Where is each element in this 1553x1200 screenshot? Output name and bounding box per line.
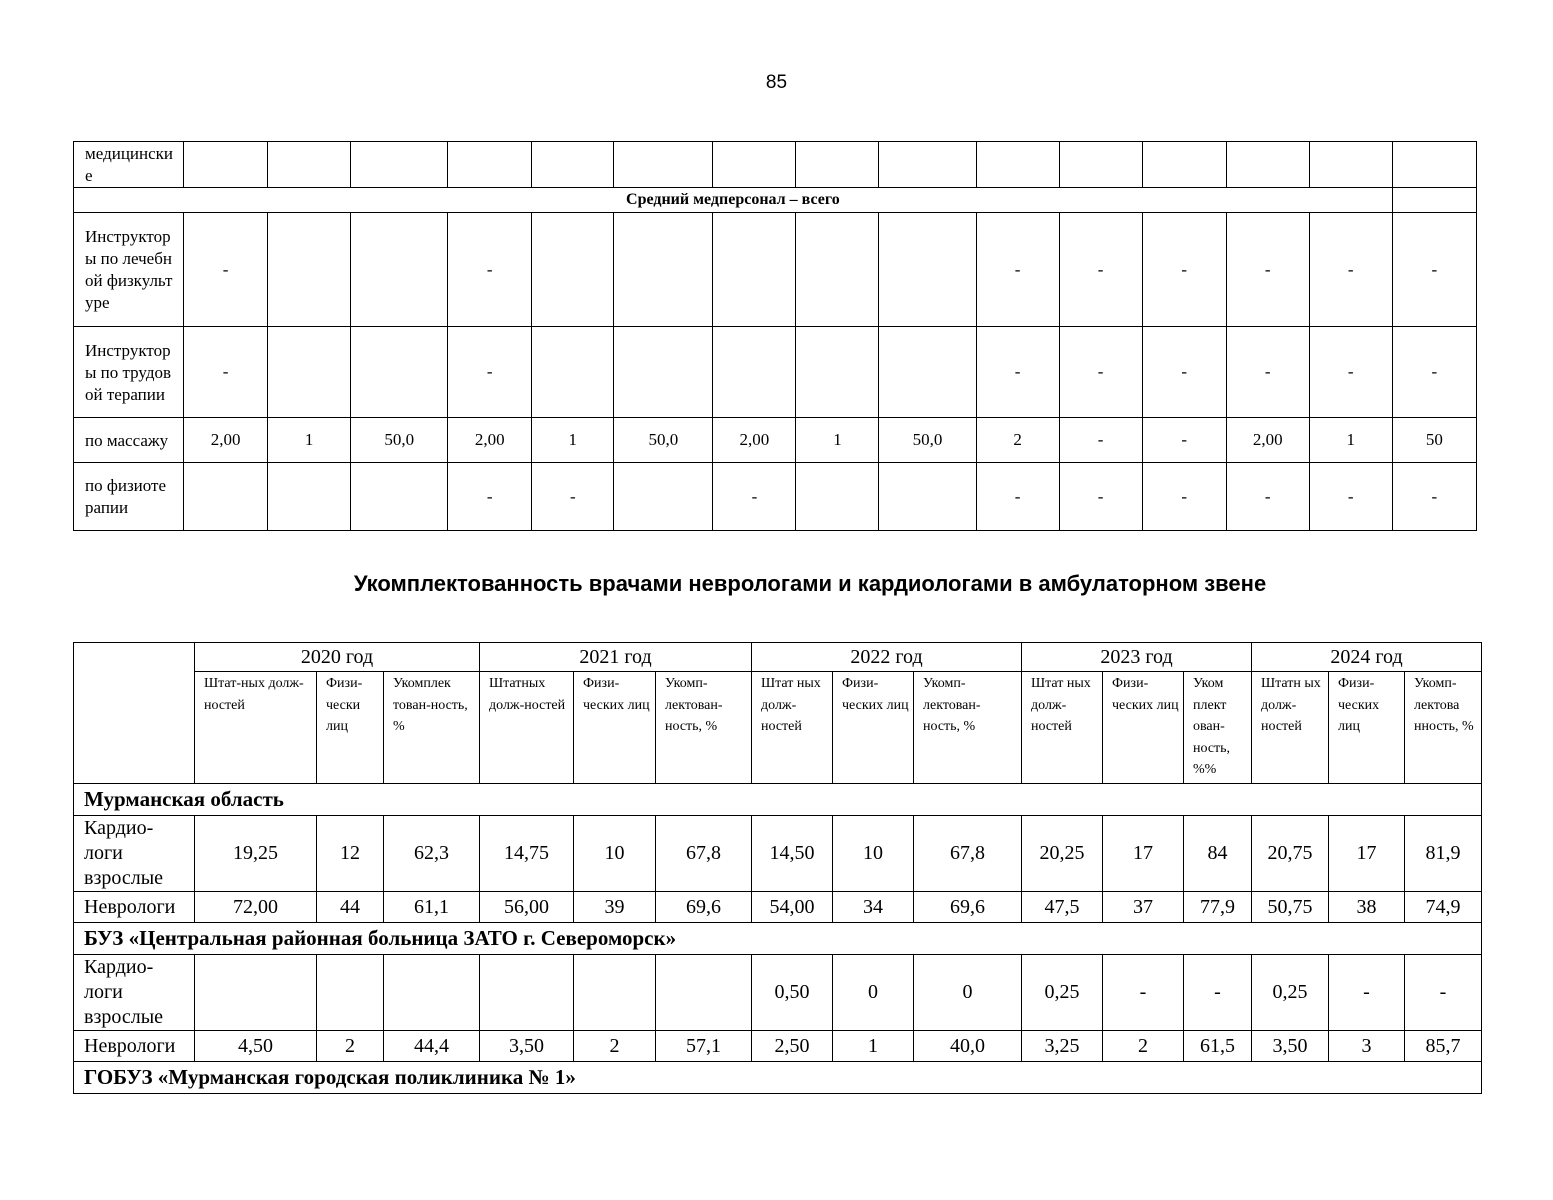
table-cell	[614, 463, 713, 531]
table-cell: 61,1	[384, 892, 480, 923]
table-cell: 85,7	[1405, 1031, 1482, 1062]
table-cell: -	[713, 463, 796, 531]
table-cell: 57,1	[656, 1031, 752, 1062]
table-cell	[713, 213, 796, 327]
table-cell: 39	[574, 892, 656, 923]
section-title: Укомплектованность врачами неврологами и кардиологами в амбулаторном звене	[353, 571, 1267, 596]
column-header: Уком плект ован-ность, %%	[1184, 672, 1252, 784]
table-cell: -	[448, 463, 532, 531]
table-cell: 0	[833, 955, 914, 1031]
table-cell	[713, 142, 796, 188]
row-label: Неврологи	[74, 892, 195, 923]
table-cell: -	[1059, 418, 1142, 463]
group-row	[74, 784, 1482, 816]
table-cell	[317, 955, 384, 1031]
table-cell: 50,0	[879, 418, 976, 463]
table-cell: 50,0	[351, 418, 448, 463]
group-name: ГОБУЗ «Мурманская городская поликлиника № 1»	[74, 1062, 1482, 1094]
table-cell: -	[1142, 418, 1226, 463]
table-cell: 1	[833, 1031, 914, 1062]
group-name: Мурманская область	[74, 784, 1482, 816]
staffing-table-continued	[73, 141, 1477, 531]
table-cell	[268, 327, 351, 418]
table-cell: 44,4	[384, 1031, 480, 1062]
table-cell: 50	[1392, 418, 1476, 463]
table-cell: 2	[317, 1031, 384, 1062]
column-header: Штат ных долж-ностей	[752, 672, 833, 784]
table-cell: 1	[1309, 418, 1392, 463]
row-label: по массажу	[74, 418, 184, 463]
table-cell	[480, 955, 574, 1031]
table-cell: 3,50	[480, 1031, 574, 1062]
table-cell: 34	[833, 892, 914, 923]
table-cell	[351, 327, 448, 418]
table-cell	[796, 142, 879, 188]
table-cell	[184, 142, 268, 188]
table-cell	[184, 463, 268, 531]
year-header: 2020 год	[195, 643, 480, 672]
table-cell: 69,6	[656, 892, 752, 923]
table-cell: 1	[268, 418, 351, 463]
column-header: Физи-чески лиц	[317, 672, 384, 784]
table-cell	[351, 463, 448, 531]
table-cell: 47,5	[1022, 892, 1103, 923]
column-header: Штатн ых долж-ностей	[1252, 672, 1329, 784]
column-header: Укомп-лектова нность, %	[1405, 672, 1482, 784]
table-cell: 0,25	[1252, 955, 1329, 1031]
table-cell: 1	[796, 418, 879, 463]
table-cell	[1309, 142, 1392, 188]
table-cell	[796, 463, 879, 531]
table-cell: 2,50	[752, 1031, 833, 1062]
table-cell: 10	[833, 816, 914, 892]
table-cell	[384, 955, 480, 1031]
table-cell: 2	[1103, 1031, 1184, 1062]
table-cell: 19,25	[195, 816, 317, 892]
table-cell: 2,00	[1226, 418, 1309, 463]
table-row	[74, 327, 1477, 418]
table-cell: -	[1103, 955, 1184, 1031]
column-header: Штатных долж-ностей	[480, 672, 574, 784]
subheader-row	[74, 672, 1482, 784]
table-cell	[1059, 142, 1142, 188]
table-cell: 50,75	[1252, 892, 1329, 923]
table-cell	[1142, 142, 1226, 188]
table-cell: 67,8	[656, 816, 752, 892]
year-header: 2021 год	[480, 643, 752, 672]
row-label: Кардио-логи взрослые	[74, 816, 195, 892]
table-cell: 17	[1329, 816, 1405, 892]
column-header: Укомплек тован-ность, %	[384, 672, 480, 784]
table-cell	[796, 213, 879, 327]
table-cell: -	[1309, 463, 1392, 531]
group-row	[74, 1062, 1482, 1094]
table-cell: 38	[1329, 892, 1405, 923]
table-cell: 2,00	[713, 418, 796, 463]
table-cell: -	[1059, 213, 1142, 327]
table-cell: 56,00	[480, 892, 574, 923]
table-cell: -	[1309, 327, 1392, 418]
table-cell: 81,9	[1405, 816, 1482, 892]
table-cell	[614, 142, 713, 188]
table-cell: -	[1184, 955, 1252, 1031]
year-header: 2022 год	[752, 643, 1022, 672]
table-cell: 2,00	[184, 418, 268, 463]
table-cell: 44	[317, 892, 384, 923]
table-cell: -	[976, 327, 1059, 418]
table-cell	[574, 955, 656, 1031]
table-row	[74, 463, 1477, 531]
column-header: Физи-ческих лиц	[1329, 672, 1405, 784]
table-cell: 0,25	[1022, 955, 1103, 1031]
table-cell: 10	[574, 816, 656, 892]
year-header: 2024 год	[1252, 643, 1482, 672]
table-cell: 54,00	[752, 892, 833, 923]
table-cell	[448, 142, 532, 188]
year-header-row	[74, 643, 1482, 672]
table-row	[74, 213, 1477, 327]
table-cell	[713, 327, 796, 418]
header-corner	[74, 643, 195, 784]
table-cell	[532, 142, 614, 188]
table-cell	[268, 142, 351, 188]
table-cell: -	[1392, 327, 1476, 418]
table-cell: -	[1226, 213, 1309, 327]
table-cell: 72,00	[195, 892, 317, 923]
section-header: Средний медперсонал – всего	[74, 188, 1393, 213]
table-cell	[614, 327, 713, 418]
year-header: 2023 год	[1022, 643, 1252, 672]
table-cell: -	[1059, 327, 1142, 418]
table-cell: 67,8	[914, 816, 1022, 892]
table-cell: 61,5	[1184, 1031, 1252, 1062]
table-cell: -	[1392, 463, 1476, 531]
table-row	[74, 816, 1482, 892]
table-cell: 2	[574, 1031, 656, 1062]
table-cell	[1226, 142, 1309, 188]
table-cell	[1392, 142, 1476, 188]
table-cell: 12	[317, 816, 384, 892]
table-cell	[796, 327, 879, 418]
table-cell: -	[1392, 213, 1476, 327]
table-cell: 37	[1103, 892, 1184, 923]
table-cell: -	[184, 213, 268, 327]
table-cell: -	[532, 463, 614, 531]
table-cell: 4,50	[195, 1031, 317, 1062]
row-label: Инструкторы по трудовой терапии	[74, 327, 184, 418]
section-row	[74, 188, 1477, 213]
group-row	[74, 923, 1482, 955]
table-cell: 14,50	[752, 816, 833, 892]
table-cell: -	[1142, 327, 1226, 418]
table-cell: 3,50	[1252, 1031, 1329, 1062]
table-cell	[879, 142, 976, 188]
table-cell: 17	[1103, 816, 1184, 892]
table-cell	[656, 955, 752, 1031]
row-label: Кардио-логи взрослые	[74, 955, 195, 1031]
column-header: Штат-ных долж-ностей	[195, 672, 317, 784]
table-row	[74, 1031, 1482, 1062]
table-cell: 69,6	[914, 892, 1022, 923]
group-name: БУЗ «Центральная районная больница ЗАТО г. Североморск»	[74, 923, 1482, 955]
table-cell: -	[1329, 955, 1405, 1031]
table-cell: -	[1226, 463, 1309, 531]
table-cell: -	[448, 213, 532, 327]
table-cell: 3,25	[1022, 1031, 1103, 1062]
column-header: Физи-ческих лиц	[574, 672, 656, 784]
table-cell	[351, 142, 448, 188]
table-cell	[879, 213, 976, 327]
table-cell	[1392, 188, 1476, 213]
table-cell: -	[1142, 463, 1226, 531]
column-header: Штат ных долж-ностей	[1022, 672, 1103, 784]
table-cell: -	[1309, 213, 1392, 327]
table-cell: -	[976, 213, 1059, 327]
page-number: 85	[765, 72, 788, 93]
column-header: Укомп-лектован-ность, %	[656, 672, 752, 784]
table-cell: -	[1059, 463, 1142, 531]
table-row	[74, 892, 1482, 923]
table-row	[74, 418, 1477, 463]
column-header: Физи-ческих лиц	[833, 672, 914, 784]
column-header: Физи-ческих лиц	[1103, 672, 1184, 784]
table-cell: -	[1405, 955, 1482, 1031]
table-cell: 20,75	[1252, 816, 1329, 892]
table-cell	[268, 463, 351, 531]
table-row	[74, 955, 1482, 1031]
table-cell	[268, 213, 351, 327]
table-cell: 0	[914, 955, 1022, 1031]
table-cell: 77,9	[1184, 892, 1252, 923]
table-cell	[614, 213, 713, 327]
neurologists-cardiologists-table	[73, 642, 1482, 1094]
table-cell: 84	[1184, 816, 1252, 892]
table-cell	[351, 213, 448, 327]
table-cell	[532, 213, 614, 327]
table-cell: -	[1226, 327, 1309, 418]
table-cell: 50,0	[614, 418, 713, 463]
table-cell: 20,25	[1022, 816, 1103, 892]
table-cell: 1	[532, 418, 614, 463]
table-cell	[879, 327, 976, 418]
table-cell	[532, 327, 614, 418]
table-cell: 2,00	[448, 418, 532, 463]
row-label: Инструкторы по лечебной физкультуре	[74, 213, 184, 327]
table-cell	[879, 463, 976, 531]
table-cell: 74,9	[1405, 892, 1482, 923]
table-cell: 40,0	[914, 1031, 1022, 1062]
table-cell: 14,75	[480, 816, 574, 892]
table-cell	[976, 142, 1059, 188]
table-row	[74, 142, 1477, 188]
table-cell: -	[1142, 213, 1226, 327]
table-cell: 2	[976, 418, 1059, 463]
table-cell	[195, 955, 317, 1031]
table-cell: 62,3	[384, 816, 480, 892]
row-label: медицинские	[74, 142, 184, 188]
table-cell: -	[976, 463, 1059, 531]
column-header: Укомп-лектован-ность, %	[914, 672, 1022, 784]
row-label: по физиотерапии	[74, 463, 184, 531]
table-cell: 3	[1329, 1031, 1405, 1062]
table-cell: -	[184, 327, 268, 418]
row-label: Неврологи	[74, 1031, 195, 1062]
table-cell: 0,50	[752, 955, 833, 1031]
table-cell: -	[448, 327, 532, 418]
